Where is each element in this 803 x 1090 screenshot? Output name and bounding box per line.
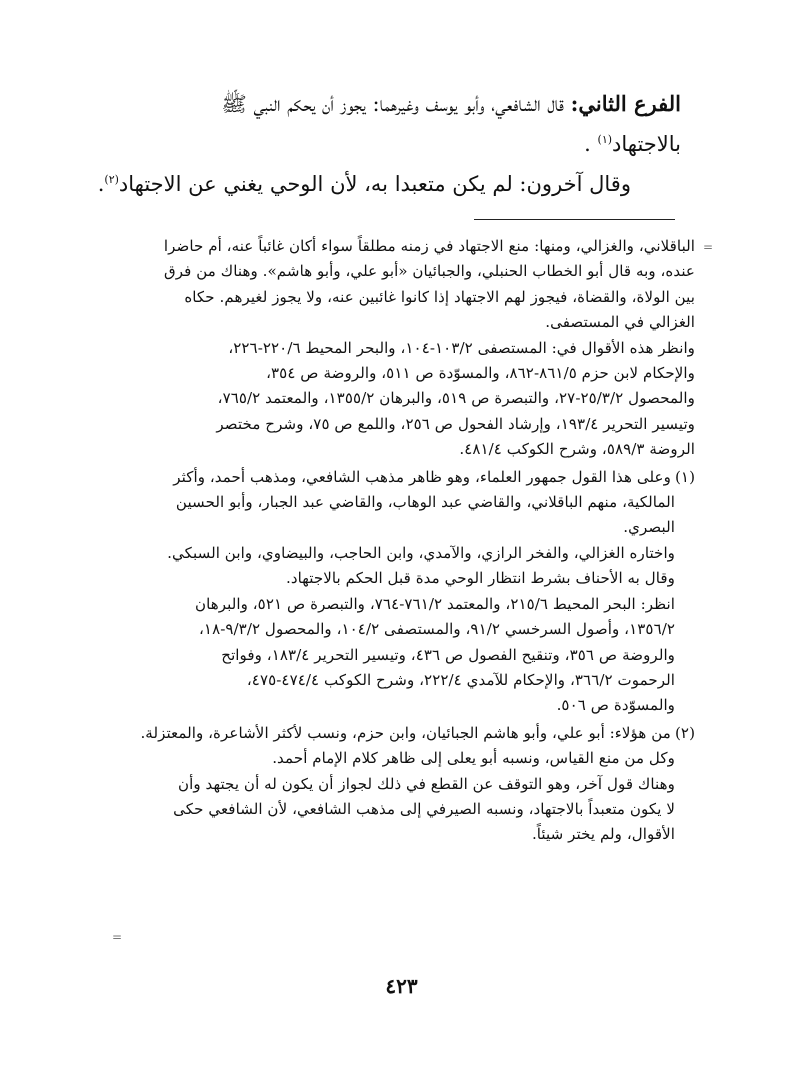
main-line-3-text: وقال آخرون: لم يكن متعبدا به، لأن الوحي يغني عن الاجتهاد: [118, 172, 631, 196]
footnote-2-line: وهناك قول آخر، وهو التوقف عن القطع في ذلك لجواز أن يكون له أن يجتهد وأن: [177, 774, 675, 793]
page-number: ٤٢٣: [385, 974, 418, 998]
footnote-1-line: البصري.: [623, 518, 675, 537]
footnote-1-line: وقال به الأحناف بشرط انتظار الوحي مدة قبل الحكم بالاجتهاد.: [286, 569, 675, 588]
footnote-1-line: ١٣٥٦/٢، وأصول السرخسي ٩١/٢، والمستصفى ١٠٤/٢، والمحصول ٩/٣/٢-١٨،: [199, 620, 675, 639]
footnote-1: [130, 465, 695, 719]
footnote-2-line: الأقوال، ولم يختر شيئاً.: [531, 825, 675, 844]
main-line-1: [121, 86, 681, 122]
footnotes: [130, 232, 695, 848]
continuation-end-marker: =: [112, 930, 123, 944]
continuation-marker: =: [702, 240, 713, 254]
continuation-line: الغزالي في المستصفى.: [545, 313, 695, 332]
continuation-line: وتيسير التحرير ١٩٣/٤، وإرشاد الفحول ص ٢٥٦، واللمع ص ٧٥، وشرح مختصر: [216, 414, 695, 433]
footnote-1-line: المالكية، منهم الباقلاني، والقاضي عبد الوهاب، والقاضي عبد الجبار، وأبو الحسين: [175, 493, 675, 512]
footnote-2-line: لا يكون متعبداً بالاجتهاد، ونسبه الصيرفي إلى مذهب الشافعي، لأن الشافعي حكى: [173, 799, 675, 818]
continuation-line: وانظر هذه الأقوال في: المستصفى ١٠٣/٢-١٠٤، والبحر المحيط ٢٢٠/٦-٢٢٦،: [228, 338, 695, 357]
footnote-1-text: وعلى هذا القول جمهور العلماء، وهو ظاهر مذهب الشافعي، ومذهب أحمد، وأكثر: [173, 467, 671, 486]
footnote-2-line: وكل من منع القياس، ونسبه أبو يعلى إلى ظاهر كلام الإمام أحمد.: [272, 749, 675, 768]
footnote-1-line: والمسوّدة ص ٥٠٦.: [556, 696, 675, 715]
continuation-line: الروضة ٥٨٩/٣، وشرح الكوكب ٤٨١/٤.: [459, 440, 695, 459]
main-line-2-text: بالاجتهاد: [612, 132, 681, 156]
main-text: [97, 86, 681, 202]
footnote-1-line: انظر: البحر المحيط ٢١٥/٦، والمعتمد ٧٦١/٢-٧٦٤، والتبصرة ص ٥٢١، والبرهان: [194, 594, 675, 613]
footnote-continuation: [130, 234, 695, 463]
continuation-line: والمحصول ٢٥/٣/٢-٢٧، والتبصرة ص ٥١٩، والبرهان ١٣٥٥/٢، والمعتمد ٧٦٥/٢،: [217, 389, 695, 408]
main-line-3: [97, 162, 681, 202]
footnote-1-line: واختاره الغزالي، والفخر الرازي، والآمدي، وابن الحاجب، والبيضاوي، وابن السبكي.: [167, 543, 675, 562]
footnote-separator: [474, 219, 675, 220]
footnote-ref-1[interactable]: (١): [597, 133, 613, 146]
footnote-1-number: (١): [674, 467, 695, 486]
main-line-2: [121, 122, 681, 162]
footnote-1-line: والروضة ص ٣٥٦، وتنقيح الفصول ص ٤٣٦، وتيسير التحرير ١٨٣/٤، وفواتح: [221, 645, 675, 664]
continuation-line: والإحكام لابن حزم ٨٦١/٥-٨٦٢، والمسوّدة ص ٥١١، والروضة ص ٣٥٤،: [266, 364, 695, 383]
footnote-2-text: من هؤلاء: أبو علي، وأبو هاشم الجبائيان، وابن حزم، ونسب لأكثر الأشاعرة، والمعتزلة.: [140, 723, 671, 742]
continuation-line: الباقلاني، والغزالي، ومنها: منع الاجتهاد في زمنه مطلقاً سواء أكان غائباً عنه، أم حاضرا: [163, 237, 695, 255]
main-line-2-tail: .: [584, 132, 598, 156]
section-heading: الفرع الثاني:: [570, 91, 681, 116]
footnote-1-line: الرحموت ٣٦٦/٢، والإحكام للآمدي ٢٢٢/٤، وشرح الكوكب ٤٧٤/٤-٤٧٥،: [246, 670, 675, 689]
footnote-2-number: (٢): [674, 723, 695, 742]
footnote-1-line: [130, 465, 695, 490]
main-line-3-tail: .: [97, 172, 105, 196]
footnote-ref-2[interactable]: (٢): [104, 173, 119, 186]
continuation-line: عنده، وبه قال أبو الخطاب الحنبلي، والجبائيان «أبو علي، وأبو هاشم». وهناك من فرق: [163, 262, 695, 281]
footnote-2: [130, 721, 695, 848]
continuation-line: بين الولاة، والقضاة، فيجوز لهم الاجتهاد إذا كانوا غائبين عنه، ولا يجوز لغيرهم. حكاه: [184, 287, 695, 306]
footnote-2-line: [130, 721, 695, 746]
main-line-1-text: قال الشافعي، وأبو يوسف وغيرهما: يجوز أن يحكم النبي ﷺ: [221, 92, 571, 116]
